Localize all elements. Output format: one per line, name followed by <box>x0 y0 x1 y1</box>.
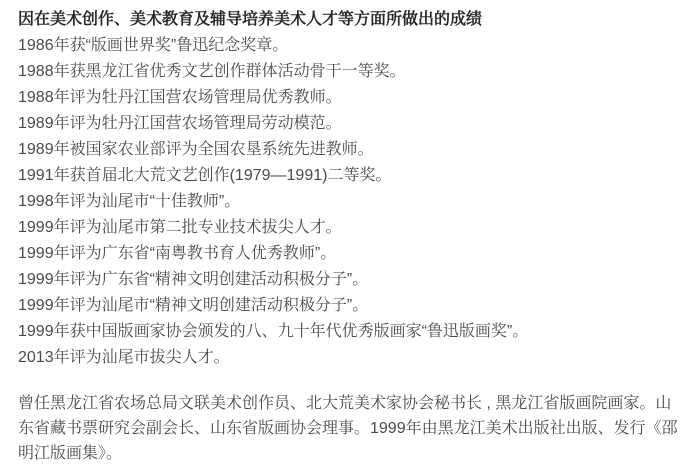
achievement-line: 1988年获黑龙江省优秀文艺创作群体活动骨干一等奖。 <box>18 63 406 80</box>
achievement-line: 1986年获“版画世界奖”鲁迅纪念奖章。 <box>18 37 289 54</box>
achievement-line: 1991年获首届北大荒文艺创作(1979—1991)二等奖。 <box>18 167 392 184</box>
section-heading: 因在美术创作、美术教育及辅导培养美术人才等方面所做出的成绩 <box>18 11 483 28</box>
achievement-line: 1999年评为广东省“精神文明创建活动积极分子”。 <box>18 271 369 288</box>
achievement-line: 1999年评为汕尾市第二批专业技术拔尖人才。 <box>18 219 342 236</box>
achievement-line: 1999年评为汕尾市“精神文明创建活动积极分子”。 <box>18 297 369 314</box>
achievement-line: 1998年评为汕尾市“十佳教师”。 <box>18 193 241 210</box>
closing-paragraph: 曾任黑龙江省农场总局文联美术创作员、北大荒美术家协会秘书长 , 黑龙江省版画院画家。山东省藏书票研究会副会长、山东省版画协会理事。1999年由黑龙江美术出版社出版、发行《邵明江版画集》。 <box>18 395 678 462</box>
achievement-line: 1989年评为牡丹江国营农场管理局劳动模范。 <box>18 115 342 132</box>
achievement-line: 1989年被国家农业部评为全国农垦系统先进教师。 <box>18 141 374 158</box>
blank-line <box>18 371 686 391</box>
achievement-line: 1988年评为牡丹江国营农场管理局优秀教师。 <box>18 89 342 106</box>
achievement-line: 1999年评为广东省“南粤教书育人优秀教师”。 <box>18 245 337 262</box>
achievement-line: 2013年评为汕尾市拔尖人才。 <box>18 349 230 366</box>
achievement-line: 1999年获中国版画家协会颁发的八、九十年代优秀版画家“鲁迅版画奖”。 <box>18 323 529 340</box>
